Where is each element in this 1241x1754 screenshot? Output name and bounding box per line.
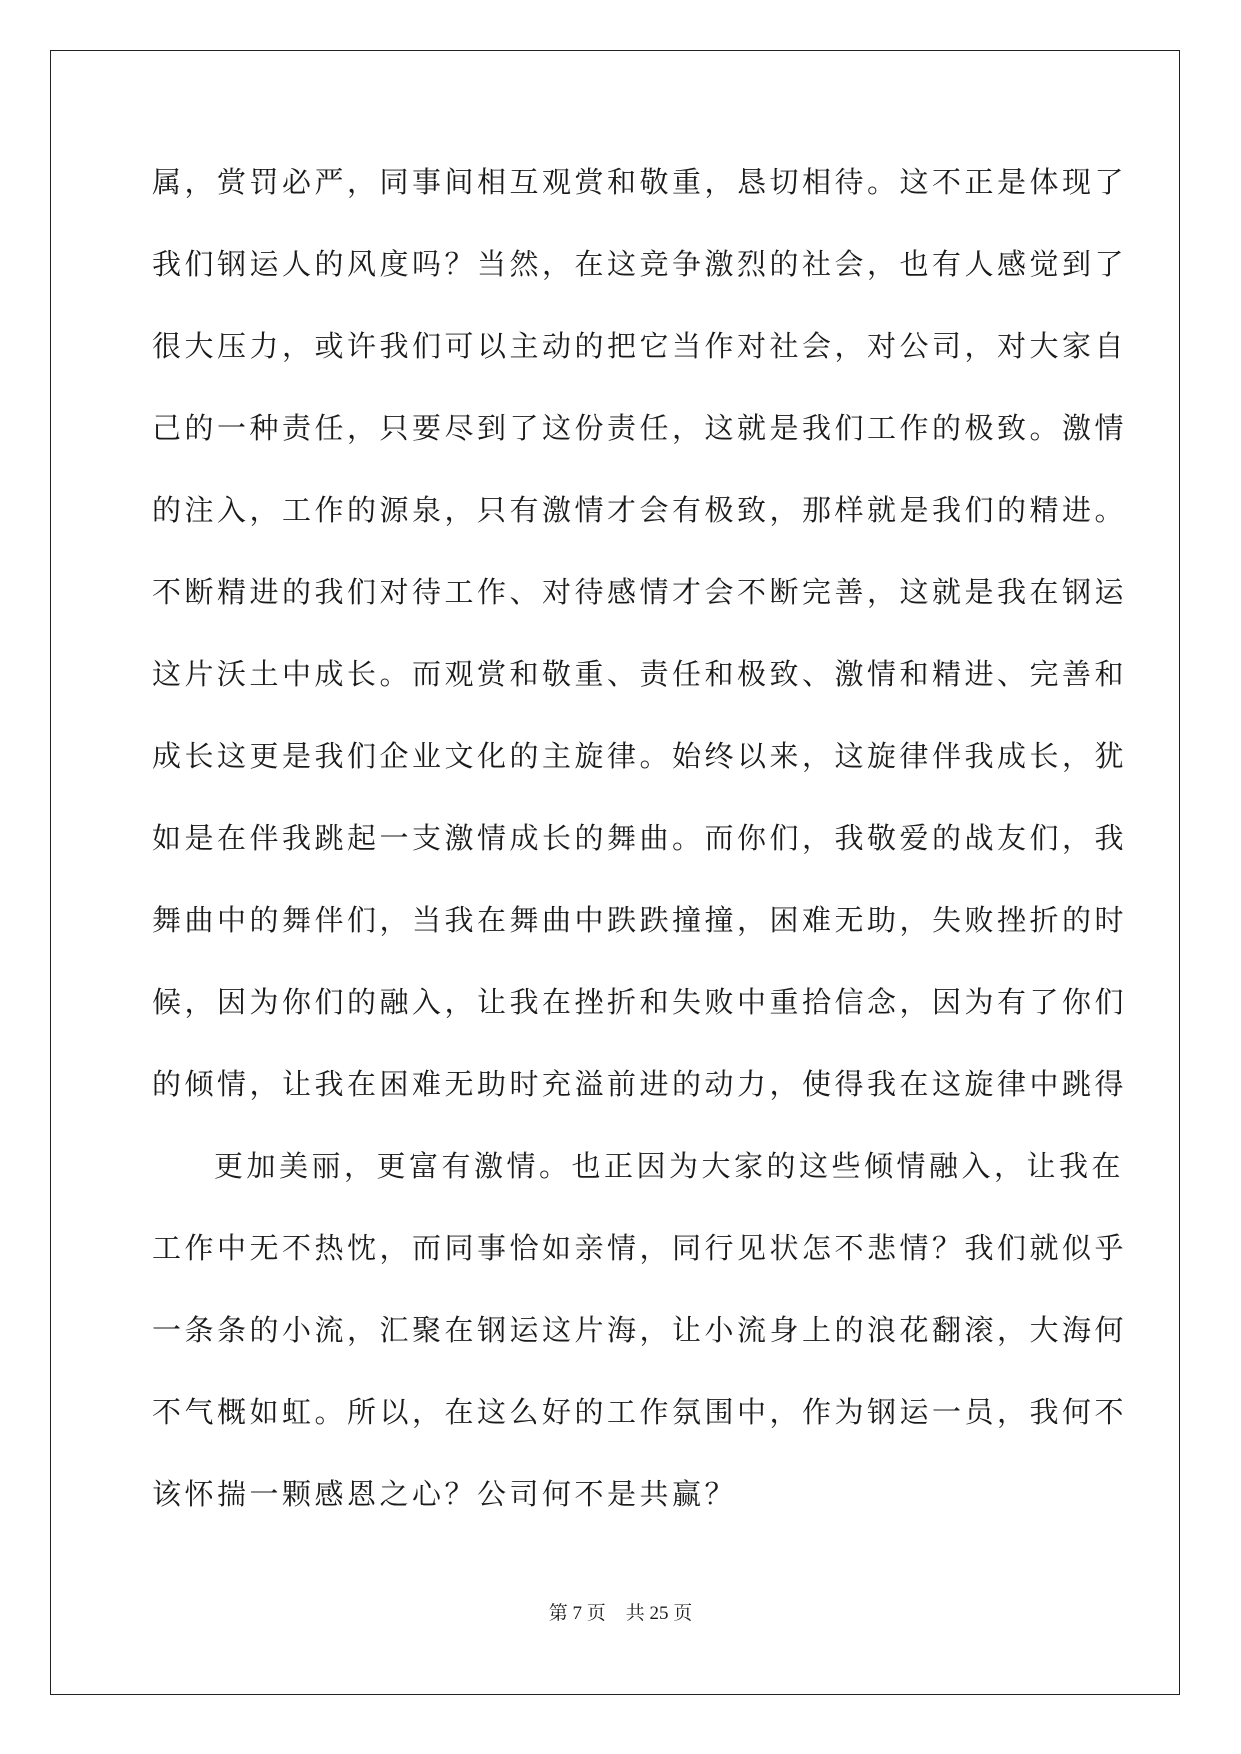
- total-pages: 共 25 页: [625, 1603, 693, 1624]
- text-line-1: 属，赏罚必严，同事间相互观赏和敬重，恳切相待。这不正是体现了: [152, 165, 1128, 199]
- text-line-9: 如是在伴我跳起一支激情成长的舞曲。而你们，我敬爱的战友们，我: [152, 821, 1128, 855]
- text-line-2: 我们钢运人的风度吗？当然，在这竞争激烈的社会，也有人感觉到了: [152, 247, 1128, 281]
- text-line-13: 更加美丽，更富有激情。也正因为大家的这些倾情融入，让我在: [214, 1149, 1125, 1183]
- text-line-12: 的倾情，让我在困难无助时充溢前进的动力，使得我在这旋律中跳得: [152, 1067, 1128, 1101]
- text-line-8: 成长这更是我们企业文化的主旋律。始终以来，这旋律伴我成长，犹: [152, 739, 1128, 773]
- text-line-15: 一条条的小流，汇聚在钢运这片海，让小流身上的浪花翻滚，大海何: [152, 1313, 1128, 1347]
- text-line-10: 舞曲中的舞伴们，当我在舞曲中跌跌撞撞，困难无助，失败挫折的时: [152, 903, 1128, 937]
- text-line-6: 不断精进的我们对待工作、对待感情才会不断完善，这就是我在钢运: [152, 575, 1128, 609]
- text-line-16: 不气概如虹。所以，在这么好的工作氛围中，作为钢运一员，我何不: [152, 1395, 1128, 1429]
- page-number: 第 7 页: [548, 1603, 606, 1624]
- text-line-5: 的注入，工作的源泉，只有激情才会有极致，那样就是我们的精进。: [152, 493, 1128, 527]
- text-line-7: 这片沃土中成长。而观赏和敬重、责任和极致、激情和精进、完善和: [152, 657, 1128, 691]
- page-footer: [0, 1598, 1241, 1625]
- text-line-4: 己的一种责任，只要尽到了这份责任，这就是我们工作的极致。激情: [152, 411, 1128, 445]
- text-line-11: 候，因为你们的融入，让我在挫折和失败中重拾信念，因为有了你们: [152, 985, 1128, 1019]
- text-line-17: 该怀揣一颗感恩之心？公司何不是共赢？: [152, 1477, 738, 1511]
- text-line-14: 工作中无不热忱，而同事恰如亲情，同行见状怎不悲情？我们就似乎: [152, 1231, 1128, 1265]
- text-line-3: 很大压力，或许我们可以主动的把它当作对社会，对公司，对大家自: [152, 329, 1128, 363]
- document-body: [152, 141, 1128, 1535]
